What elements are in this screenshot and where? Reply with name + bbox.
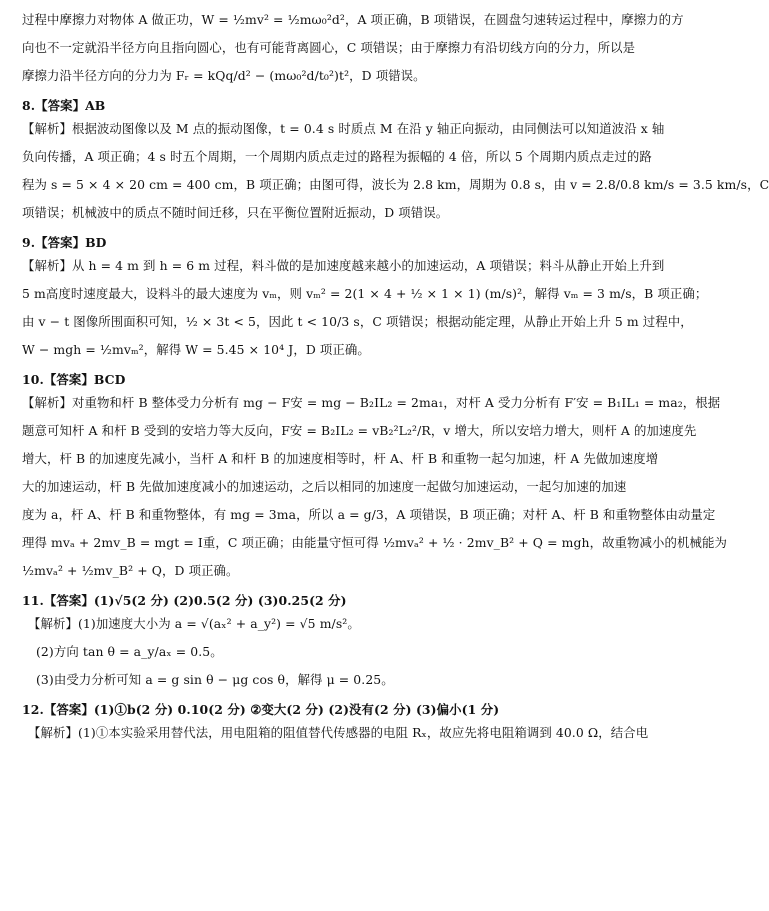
text-line: 大的加速运动，杆 B 先做加速度减小的加速运动，之后以相同的加速度一起做匀加速运动，一起匀加速的加速: [22, 479, 627, 494]
text-line: 向也不一定就沿半径方向且指向圆心，也有可能背离圆心，C 项错误；由于摩擦力有沿切线方向的分力，所以是: [22, 40, 636, 55]
text-line: 理得 mvₐ + 2mv_B = mgt = I重，C 项正确；由能量守恒可得 ½mvₐ² + ½ · 2mv_B² + Q = mgh，故重物减小的机械能为: [22, 535, 727, 550]
text-line: 项错误；机械波中的质点不随时间迁移，只在平衡位置附近振动，D 项错误。: [22, 205, 449, 220]
text-line: 【解析】(1)①本实验采用替代法，用电阻箱的阻值替代传感器的电阻 Rₓ，故应先将电阻箱调到 40.0 Ω，结合电: [28, 725, 649, 740]
text-line: ½mvₐ² + ½mv_B² + Q，D 项正确。: [22, 563, 239, 578]
question-10-answer: 10.【答案】BCD: [22, 372, 126, 387]
text-line: 【解析】(1)加速度大小为 a = √(aₓ² + a_y²) = √5 m/s²。: [28, 616, 360, 631]
text-line: 负向传播，A 项正确；4 s 时五个周期，一个周期内质点走过的路程为振幅的 4 倍，所以 5 个周期内质点走过的路: [22, 149, 652, 164]
text-line: 增大，杆 B 的加速度先减小，当杆 A 和杆 B 的加速度相等时，杆 A、杆 B 和重物一起匀加速，杆 A 先做加速度增: [22, 451, 659, 466]
text-line: 题意可知杆 A 和杆 B 受到的安培力等大反向，F安 = B₂IL₂ = vB₂²L₂²/R，v 增大，所以安培力增大，则杆 A 的加速度先: [22, 423, 697, 438]
text-line: 【解析】从 h = 4 m 到 h = 6 m 过程，料斗做的是加速度越来越小的加速运动，A 项错误；料斗从静止开始上升到: [22, 258, 665, 273]
text-line: 程为 s = 5 × 4 × 20 cm = 400 cm，B 项正确；由图可得，波长为 2.8 km，周期为 0.8 s，由 v = 2.8/0.8 km/s = 3.5 km/s，C: [22, 177, 769, 192]
text-line: 摩擦力沿半径方向的分力为 Fᵣ = kQq/d² − (mω₀²d/t₀²)t²，D 项错误。: [22, 68, 426, 83]
text-line: 过程中摩擦力对物体 A 做正功，W = ½mv² = ½mω₀²d²，A 项正确，B 项错误，在圆盘匀速转运过程中，摩擦力的方: [22, 12, 684, 27]
question-8-answer: 8.【答案】AB: [22, 98, 106, 113]
question-9-answer: 9.【答案】BD: [22, 235, 107, 250]
text-line: (3)由受力分析可知 a = g sin θ − μg cos θ，解得 μ = 0.25。: [36, 672, 394, 687]
text-line: W − mgh = ½mvₘ²，解得 W = 5.45 × 10⁴ J，D 项正确。: [22, 342, 370, 357]
text-line: 【解析】对重物和杆 B 整体受力分析有 mg − F安 = mg − B₂IL₂ = 2ma₁，对杆 A 受力分析有 F′安 = B₁IL₁ = ma₂，根据: [22, 395, 721, 410]
text-line: 【解析】根据波动图像以及 M 点的振动图像，t = 0.4 s 时质点 M 在沿 y 轴正向振动，由同侧法可以知道波沿 x 轴: [22, 121, 665, 136]
question-11-answer: 11.【答案】(1)√5(2 分) (2)0.5(2 分) (3)0.25(2 分): [22, 593, 347, 608]
text-line: 度为 a，杆 A、杆 B 和重物整体，有 mg = 3ma，所以 a = g/3，A 项错误，B 项正确；对杆 A、杆 B 和重物整体由动量定: [22, 507, 716, 522]
question-12-answer: 12.【答案】(1)①b(2 分) 0.10(2 分) ②变大(2 分) (2)没有(2 分) (3)偏小(1 分): [22, 702, 500, 717]
text-line: (2)方向 tan θ = a_y/aₓ = 0.5。: [36, 644, 223, 659]
text-line: 5 m高度时速度最大，设料斗的最大速度为 vₘ，则 vₘ² = 2(1 × 4 + ½ × 1 × 1) (m/s)²，解得 vₘ = 3 m/s，B 项正确；: [22, 286, 708, 301]
text-line: 由 v − t 图像所围面积可知，½ × 3t < 5，因此 t < 10/3 s，C 项错误；根据动能定理，从静止开始上升 5 m 过程中，: [22, 314, 693, 329]
